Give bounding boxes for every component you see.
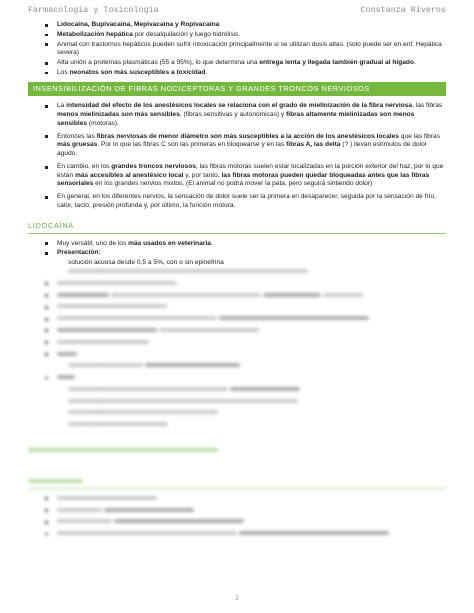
blurred-line [28, 495, 446, 504]
blurred-preview-region [28, 268, 446, 539]
blurred-line [28, 506, 446, 515]
document-body [28, 21, 446, 542]
page-number: 2 [235, 596, 239, 602]
list-item: Muy versátil, uno de los más usados en veterinaria. [28, 240, 446, 249]
blurred-bullet-list [28, 374, 446, 383]
blurred-note [28, 442, 446, 460]
blurred-line [28, 350, 446, 359]
blurred-line [68, 268, 446, 277]
header-course-title: Farmacología y Toxicología [28, 5, 159, 15]
blurred-line [28, 374, 446, 383]
blurred-line [68, 397, 446, 406]
section2-bullet-list [28, 240, 446, 258]
list-item: La intensidad del efecto de los anestésicos locales se relaciona con el grado de mielinización de la fibra nerviosa, las fibras menos mielinizadas son más sensibles, (fibras sensitivas y autonómicas) y fibras altamente mielinizadas son menos sensibles (motoras). [28, 102, 446, 128]
blurred-line [28, 291, 446, 300]
section-title-lidocaina: LIDOCAÍNA [28, 221, 446, 234]
list-item: Metabolización hepática por desalquilación y luego hidrólisis. [28, 31, 446, 40]
top-bullet-list [28, 21, 446, 77]
blurred-line [68, 386, 446, 395]
blurred-line [28, 280, 446, 289]
sub-list-item: - solución acuosa desde 0,5 a 5%, con o sin epinefrina [68, 259, 446, 268]
blurred-sub-list [28, 362, 446, 371]
list-item: Lidocaína, Bupivacaína, Mepivacaína y Ropivacaína [28, 21, 446, 30]
list-item: En general, en los diferentes nervios, la sensación de dolor suele ser la primera en desaparecer, seguida por la sensación de frío, calor, tacto, presión profunda y, por último, la función motora. [28, 193, 446, 210]
blurred-section-title [28, 476, 446, 489]
section1-bullet-list [28, 102, 446, 210]
blurred-bullet-list [28, 495, 446, 539]
list-item: Alta unión a proteínas plasmáticas (55 a 95%), lo que determina una entrega lenta y llegada también gradual al hígado. [28, 59, 446, 68]
blurred-line [28, 327, 446, 336]
blurred-line [68, 409, 446, 418]
page-header [28, 5, 446, 19]
blurred-line [28, 338, 446, 347]
list-item: Presentación: [28, 249, 446, 258]
presentation-sub-list [28, 259, 446, 268]
blurred-sub-list [28, 268, 446, 277]
section-banner-insensibilizacion: INSENSIBILIZACIÓN DE FIBRAS NOCICEPTORAS Y GRANDES TRONCOS NERVIOSOS [28, 82, 446, 96]
list-item: Entonces las fibras nerviosas de menor diámetro son más susceptibles a la acción de los anestésicos locales que las fibras más gruesas. Por lo que las fibras C son las primeras en bloquearse y en las fibras A, las delta (? ) llevan estímulos de dolor agudo. [28, 133, 446, 159]
blurred-bullet-list [28, 280, 446, 359]
list-item: En cambio, en los grandes troncos nerviosos, las fibras motoras suelen estar localizadas en la porción exterior del haz, por lo que están más accesibles al anestésico local y, por tanto, las fibras motoras pueden quedar bloqueadas antes que las fibras sensoriales en los grandes nervios mixtos. (El animal no podrá mover la pata, pero seguirá sintiendo dolor) [28, 163, 446, 189]
blurred-line [28, 303, 446, 312]
list-item: Animal con trastornos hepáticos pueden sufrir intoxicación principalmente si se utilizan dosis altas. (solo puede ser en enf. Hepática severa) [28, 41, 446, 58]
list-item: Los neonatos son más susceptibles a toxicidad. [28, 69, 446, 78]
blurred-line [28, 530, 446, 539]
blurred-line [68, 421, 446, 430]
blurred-line [68, 362, 446, 371]
blurred-line [28, 518, 446, 527]
header-author-name: Constanza Riveros [360, 5, 446, 15]
blurred-sub-list [28, 386, 446, 430]
blurred-line [28, 315, 446, 324]
